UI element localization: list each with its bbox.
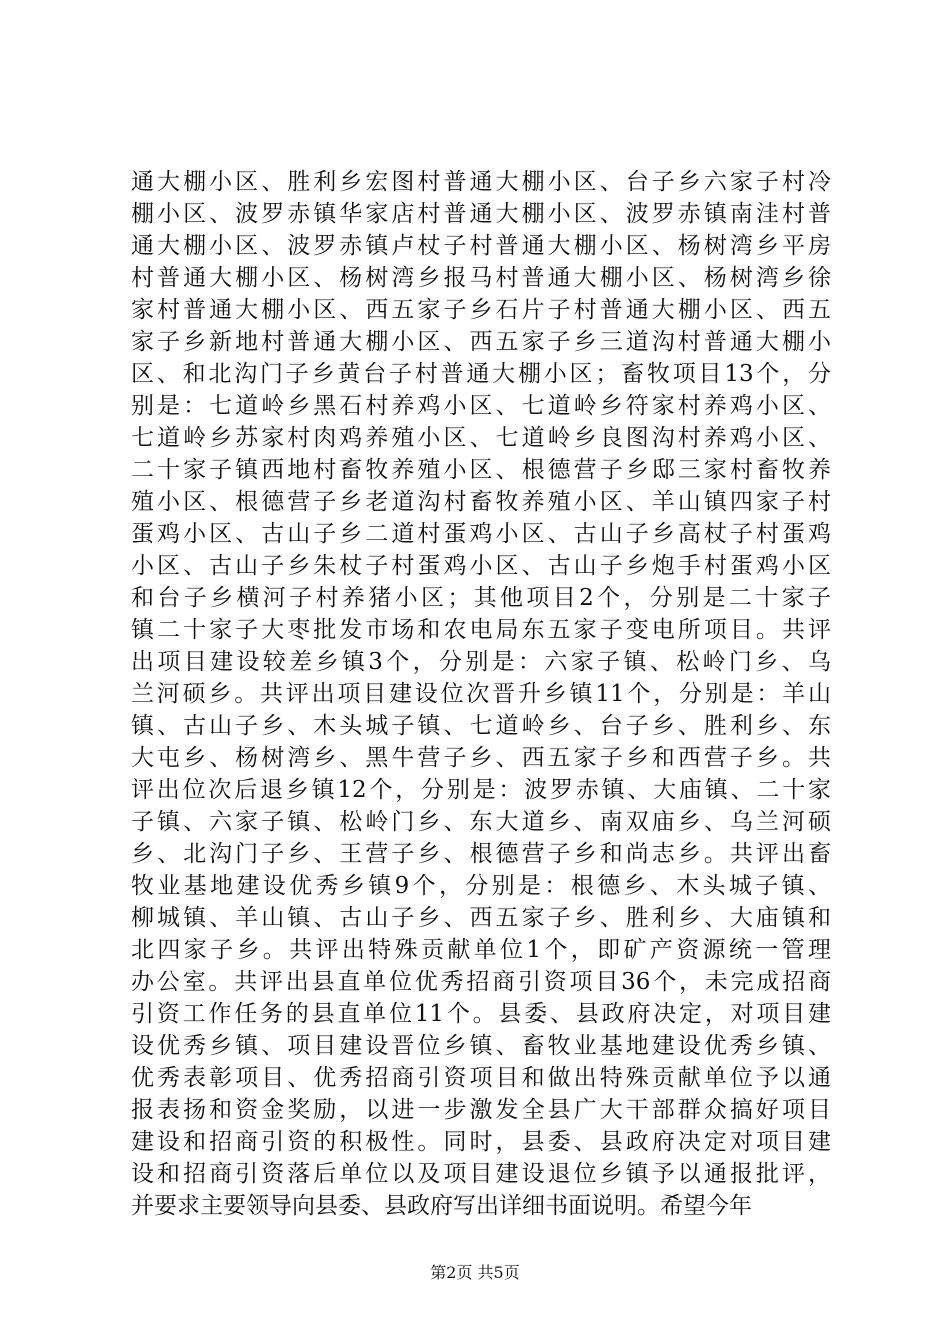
text-line: 办公室。共评出县直单位优秀招商引资项目36个，未完成招商 [131, 969, 831, 995]
text-line: 镇二十家子大枣批发市场和农电局东五家子变电所项目。共评 [131, 617, 831, 643]
text-line: 牧业基地建设优秀乡镇9个，分别是：根德乡、木头城子镇、 [131, 873, 831, 899]
text-line: 二十家子镇西地村畜牧养殖小区、根德营子乡邸三家村畜牧养 [131, 457, 831, 483]
text-line: 通大棚小区、胜利乡宏图村普通大棚小区、台子乡六家子村冷 [131, 169, 831, 195]
text-line: 优秀表彰项目、优秀招商引资项目和做出特殊贡献单位予以通 [131, 1065, 831, 1091]
text-line: 设和招商引资落后单位以及项目建设退位乡镇予以通报批评， [131, 1161, 831, 1187]
text-line: 镇、古山子乡、木头城子镇、七道岭乡、台子乡、胜利乡、东 [131, 713, 831, 739]
text-line: 并要求主要领导向县委、县政府写出详细书面说明。希望今年 [131, 1193, 752, 1219]
text-line: 乡、北沟门子乡、王营子乡、根德营子乡和尚志乡。共评出畜 [131, 841, 831, 867]
text-line: 村普通大棚小区、杨树湾乡报马村普通大棚小区、杨树湾乡徐 [131, 265, 831, 291]
text-line: 出项目建设较差乡镇3个，分别是：六家子镇、松岭门乡、乌 [131, 649, 831, 675]
text-line: 七道岭乡苏家村肉鸡养殖小区、七道岭乡良图沟村养鸡小区、 [131, 425, 831, 451]
text-line: 通大棚小区、波罗赤镇卢杖子村普通大棚小区、杨树湾乡平房 [131, 233, 831, 259]
text-line: 区、和北沟门子乡黄台子村普通大棚小区；畜牧项目13个，分 [131, 361, 831, 387]
body-text [131, 166, 831, 1222]
text-line: 评出位次后退乡镇12个，分别是：波罗赤镇、大庙镇、二十家 [131, 777, 831, 803]
text-line: 柳城镇、羊山镇、古山子乡、西五家子乡、胜利乡、大庙镇和 [131, 905, 831, 931]
text-line: 小区、古山子乡朱杖子村蛋鸡小区、古山子乡炮手村蛋鸡小区 [131, 553, 831, 579]
page-footer: 第2页 共5页 [430, 1263, 520, 1282]
text-line: 大屯乡、杨树湾乡、黑牛营子乡、西五家子乡和西营子乡。共 [131, 745, 831, 771]
text-line: 别是：七道岭乡黑石村养鸡小区、七道岭乡符家村养鸡小区、 [131, 393, 831, 419]
text-line: 殖小区、根德营子乡老道沟村畜牧养殖小区、羊山镇四家子村 [131, 489, 831, 515]
text-line: 蛋鸡小区、古山子乡二道村蛋鸡小区、古山子乡高杖子村蛋鸡 [131, 521, 831, 547]
text-line: 家村普通大棚小区、西五家子乡石片子村普通大棚小区、西五 [131, 297, 831, 323]
text-line: 棚小区、波罗赤镇华家店村普通大棚小区、波罗赤镇南洼村普 [131, 201, 831, 227]
text-line: 建设和招商引资的积极性。同时，县委、县政府决定对项目建 [131, 1129, 831, 1155]
text-line: 北四家子乡。共评出特殊贡献单位1个，即矿产资源统一管理 [131, 937, 831, 963]
text-line: 家子乡新地村普通大棚小区、西五家子乡三道沟村普通大棚小 [131, 329, 831, 355]
text-line: 设优秀乡镇、项目建设晋位乡镇、畜牧业基地建设优秀乡镇、 [131, 1033, 831, 1059]
text-line: 和台子乡横河子村养猪小区；其他项目2个，分别是二十家子 [131, 585, 831, 611]
text-line: 引资工作任务的县直单位11个。县委、县政府决定，对项目建 [131, 1001, 831, 1027]
text-line: 子镇、六家子镇、松岭门乡、东大道乡、南双庙乡、乌兰河硕 [131, 809, 831, 835]
text-line: 报表扬和资金奖励，以进一步激发全县广大干部群众搞好项目 [131, 1097, 831, 1123]
text-line: 兰河硕乡。共评出项目建设位次晋升乡镇11个，分别是：羊山 [131, 681, 831, 707]
